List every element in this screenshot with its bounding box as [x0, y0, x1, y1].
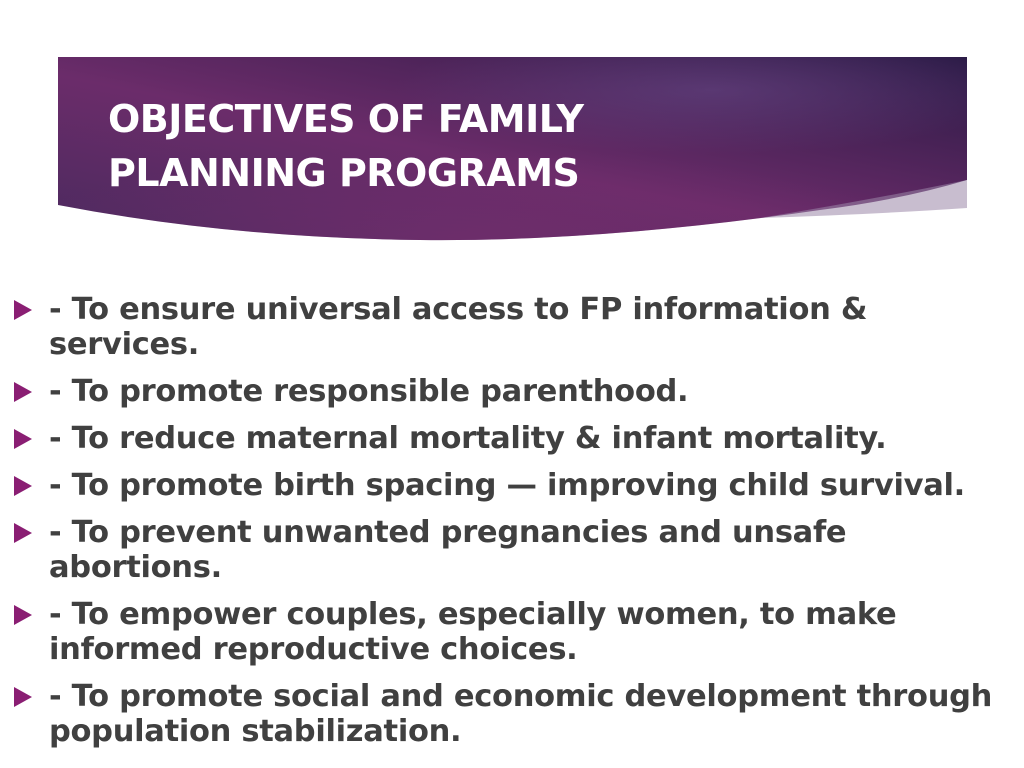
triangle-right-icon: [14, 523, 32, 543]
list-item: [0, 292, 999, 362]
list-item-text: - To promote responsible parenthood.: [49, 374, 689, 409]
objectives-list: [0, 292, 1024, 761]
list-item: [0, 421, 999, 456]
list-item: [0, 515, 999, 585]
list-item: [0, 374, 999, 409]
slide-title: [108, 92, 888, 200]
slide-title-line-2: PLANNING PROGRAMS: [108, 151, 580, 195]
list-item: [0, 597, 999, 667]
triangle-right-icon: [14, 605, 32, 625]
triangle-right-icon: [14, 687, 32, 707]
list-item: [0, 468, 999, 503]
list-item: [0, 679, 999, 749]
slide-title-line-1: OBJECTIVES OF FAMILY: [108, 97, 584, 141]
triangle-right-icon: [14, 300, 32, 320]
list-item-text: - To promote birth spacing — improving child survival.: [49, 468, 965, 503]
triangle-right-icon: [14, 476, 32, 496]
list-item-text: - To ensure universal access to FP information & services.: [49, 292, 868, 362]
list-item-text: - To promote social and economic development through population stabilization.: [49, 679, 993, 749]
title-banner: [0, 0, 1024, 260]
triangle-right-icon: [14, 429, 32, 449]
list-item-text: - To prevent unwanted pregnancies and unsafe abortions.: [49, 515, 847, 585]
list-item-text: - To reduce maternal mortality & infant mortality.: [49, 421, 887, 456]
triangle-right-icon: [14, 382, 32, 402]
list-item-text: - To empower couples, especially women, to make informed reproductive choices.: [49, 597, 897, 667]
